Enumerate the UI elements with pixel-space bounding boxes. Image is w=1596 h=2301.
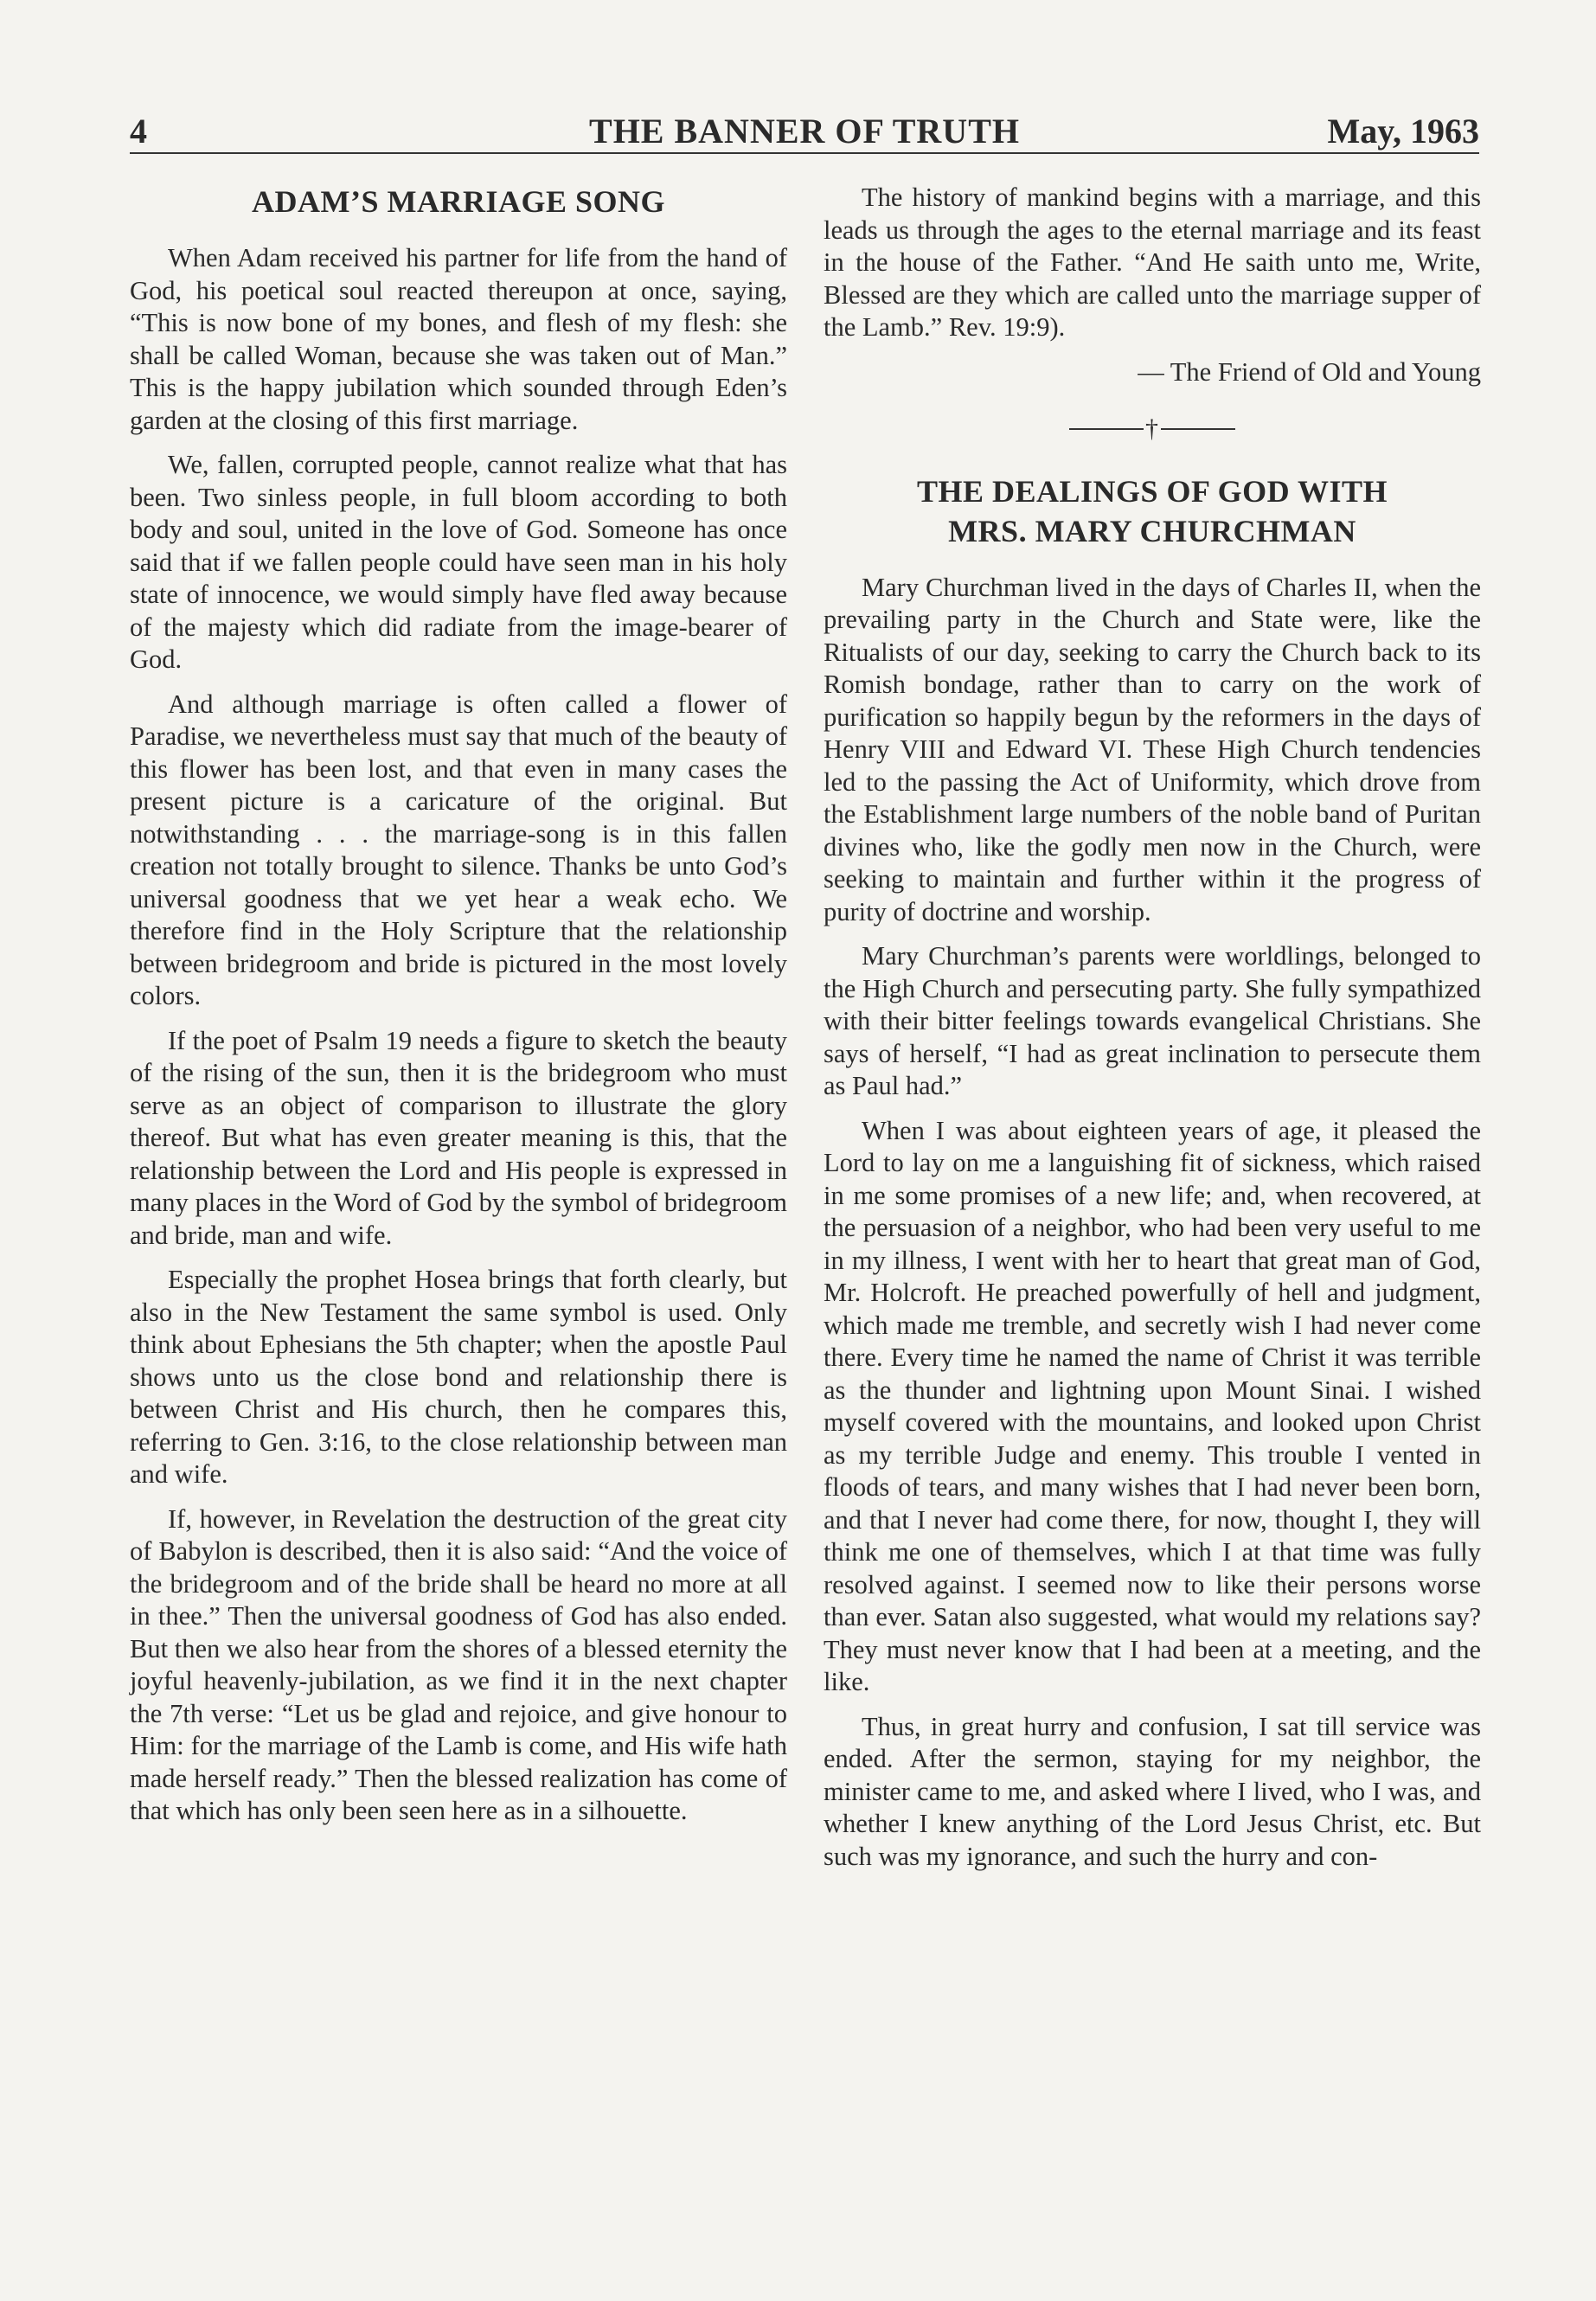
paragraph: Especially the prophet Hosea brings that forth clearly, but also in the New Testament the same symbol is used. Only think about Ephesians the 5th chapter; when the apostle Paul shows unto us the close bond and relationship there is between Christ and His church, then he compares this, referring to Gen. 3:16, to the close relationship between man and wife. — [130, 1265, 787, 1489]
page-number: 4 — [130, 112, 147, 151]
attribution: — The Friend of Old and Young — [1138, 356, 1481, 387]
page-header — [130, 111, 1479, 154]
paragraph: Mary Churchman lived in the days of Charles II, when the prevailing party in the Church and State were, like the Ritualists of our day, seeking to carry the Church back to its Romish bondage, rather than to carry on the work of purification so happily begun by the reformers in the days of Henry VIII and Edward VI. These High Church tendencies led to the passing the Act of Uniformity, which drove from the Establishment large numbers of the noble band of Puritan divines who, like the godly men now in the Church, were seeking to maintain and further within it the progress of purity of doctrine and worship. — [824, 572, 1481, 926]
divider-line — [1069, 428, 1144, 430]
paragraph: Mary Churchman’s parents were worldlings, belonged to the High Church and persecuting party. She fully sympathized with their bitter feelings towards evangelical Christians. She says of herself, “I had as great inclination to persecute them as Paul had.” — [824, 941, 1481, 1101]
title-line-2: MRS. MARY CHURCHMAN — [948, 513, 1356, 548]
right-column — [824, 182, 1481, 1885]
paragraph: Thus, in great hurry and confusion, I sat till service was ended. After the sermon, staying for my neighbor, the minister came to me, and asked where I lived, who I was, and whether I knew anything of the Lord Jesus Christ, etc. But such was my ignorance, and such the hurry and con- — [824, 1711, 1481, 1871]
paragraph: If, however, in Revelation the destruction of the great city of Babylon is described, then it is also said: “And the voice of the bridegroom and of the bride shall be heard no more at all in thee.” Then the universal goodness of God has also ended. But then we also hear from the shores of a blessed eternity the joyful heavenly-jubilation, as we find it in the next chapter the 7th verse: “Let us be glad and rejoice, and give honour to Him: for the marriage of the Lamb is come, and His wife hath made herself ready.” Then the blessed realization has come of that which has only been seen here as in a silhouette. — [130, 1503, 787, 1825]
continuation-paragraph: The history of mankind begins with a marriage, and this leads us through the ages to the eternal marriage and its feast in the house of the Father. “And He saith unto me, Write, Blessed are they which are called unto the marriage supper of the Lamb.” Rev. 19:9). — [824, 183, 1481, 342]
publication-title: THE BANNER OF TRUTH — [589, 112, 1020, 151]
divider-line — [1161, 428, 1235, 430]
left-column — [130, 182, 787, 1840]
paragraph: If the poet of Psalm 19 needs a figure to sketch the beauty of the rising of the sun, then it is the bridegroom who must serve as an object of comparison to illustrate the glory thereof. But what has even greater meaning is this, that the relationship between the Lord and His people is expressed in many places in the Word of God by the symbol of bridegroom and bride, man and wife. — [130, 1025, 787, 1250]
title-line-1: THE DEALINGS OF GOD WITH — [916, 473, 1388, 509]
section-divider — [824, 411, 1481, 445]
paragraph: When I was about eighteen years of age, it pleased the Lord to lay on me a languishing fit of sickness, which raised in me some promises of a new life; and, when recovered, at the persuasion of a neighbor, who had been very useful to me in my illness, I went with her to heart that great man of God, Mr. Holcroft. He preached powerfully of hell and judgment, which made me tremble, and secretly wish I had never come there. Every time he named the name of Christ it was terrible as the thunder and lightning upon Mount Sinai. I wished myself covered with the mountains, and looked upon Christ as my terrible Judge and enemy. This trouble I vented in floods of tears, and many wishes that I had never been born, and that I never had come there, for now, thought I, they will think me one of themselves, which I at that time was fully resolved against. I seemed now to like their persons worse than ever. Satan also suggested, what would my relations say? They must never know that I had been at a meeting, and the like. — [824, 1115, 1481, 1697]
dagger-icon: † — [1145, 414, 1159, 444]
paragraph: We, fallen, corrupted people, cannot realize what that has been. Two sinless people, in full bloom according to both body and soul, united in the love of God. Someone has once said that if we fallen people could have seen man in his holy state of innocence, we would simply have fled away because of the majesty which did radiate from the image-bearer of God. — [130, 450, 787, 674]
paragraph: And although marriage is often called a flower of Paradise, we nevertheless must say that much of the beauty of this flower has been lost, and that even in many cases the present picture is a caricature of the original. But notwithstanding . . . the marriage-song is in this fallen creation not totally brought to silence. Thanks be unto God’s universal goodness that we yet hear a weak echo. We therefore find in the Holy Scripture that the relationship between bridegroom and bride is pictured in the most lovely colors. — [130, 689, 787, 1010]
article-title-dealings-of-god — [824, 471, 1481, 551]
issue-date: May, 1963 — [1327, 112, 1479, 151]
paragraph: When Adam received his partner for life from the hand of God, his poetical soul reacted thereupon at once, saying, “This is now bone of my bones, and flesh of my flesh: she shall be called Woman, because she was taken out of Man.” This is the happy jubilation which sounded through Eden’s garden at the closing of this first marriage. — [130, 243, 787, 435]
article-title-adams-marriage-song: ADAM’S MARRIAGE SONG — [252, 184, 665, 219]
